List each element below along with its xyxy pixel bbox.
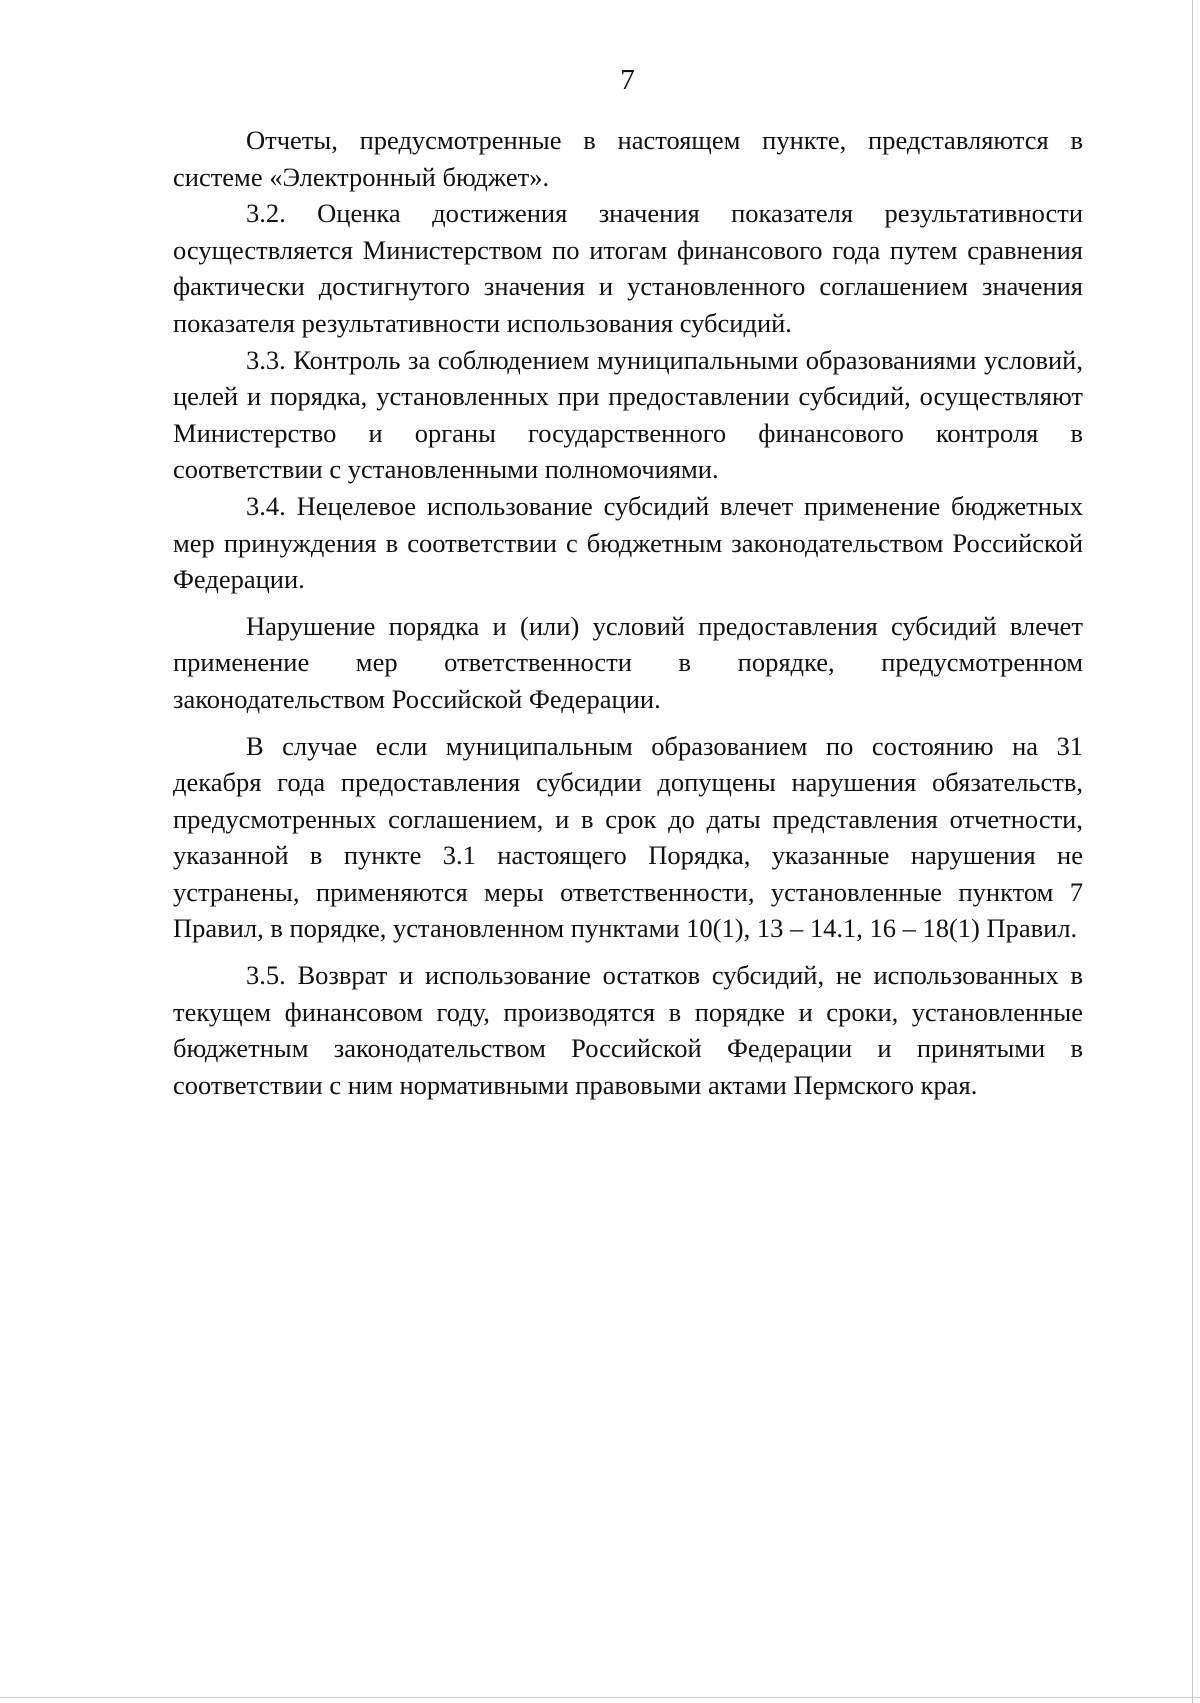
paragraph-3-3-control: 3.3. Контроль за соблюдением муниципальными образованиями условий, целей и порядка, установленных при предоставлении субсидий, осуществляют Министерство и органы государственного финансового контроля в соответствии с установленными полномочиями.: [173, 344, 1083, 485]
paragraph-violation-liability: Нарушение порядка и (или) условий предоставления субсидий влечет применение мер ответственности в порядке, предусмотренном законодательством Российской Федерации.: [173, 610, 1083, 714]
paragraph-3-2-assessment: 3.2. Оценка достижения значения показателя результативности осуществляется Министерством по итогам финансового года путем сравнения фактически достигнутого значения и установленного соглашением значения показателя результативности использования субсидий.: [173, 198, 1083, 338]
paragraph-december-violations: В случае если муниципальным образованием по состоянию на 31 декабря года предоставления субсидии допущены нарушения обязательств, предусмотренных соглашением, и в срок до даты представления отчетности, указанной в пункте 3.1 настоящего Порядка, указанные нарушения не устранены, применяются меры ответственности, установленные пунктом 7 Правил, в порядке, установленном пунктами 10(1), 13 – 14.1, 16 – 18(1) Правил.: [173, 730, 1083, 944]
page-number: 7: [620, 64, 635, 96]
paragraph-3-5-return-balances: 3.5. Возврат и использование остатков субсидий, не использованных в текущем финансовом году, производятся в порядке и сроки, установленные бюджетным законодательством Российской Федерации и принятыми в соответствии с ним нормативными правовыми актами Пермского края.: [173, 960, 1083, 1100]
paragraph-reports-system: Отчеты, предусмотренные в настоящем пункте, представляются в системе «Электронный бюджет».: [173, 125, 1083, 192]
scan-edge-line: [1192, 0, 1193, 1703]
paragraph-3-4-misuse: 3.4. Нецелевое использование субсидий влечет применение бюджетных мер принуждения в соответствии с бюджетным законодательством Российской Федерации.: [173, 490, 1083, 595]
scan-bottom-line: [0, 1697, 1200, 1698]
document-body: [173, 122, 1083, 1103]
